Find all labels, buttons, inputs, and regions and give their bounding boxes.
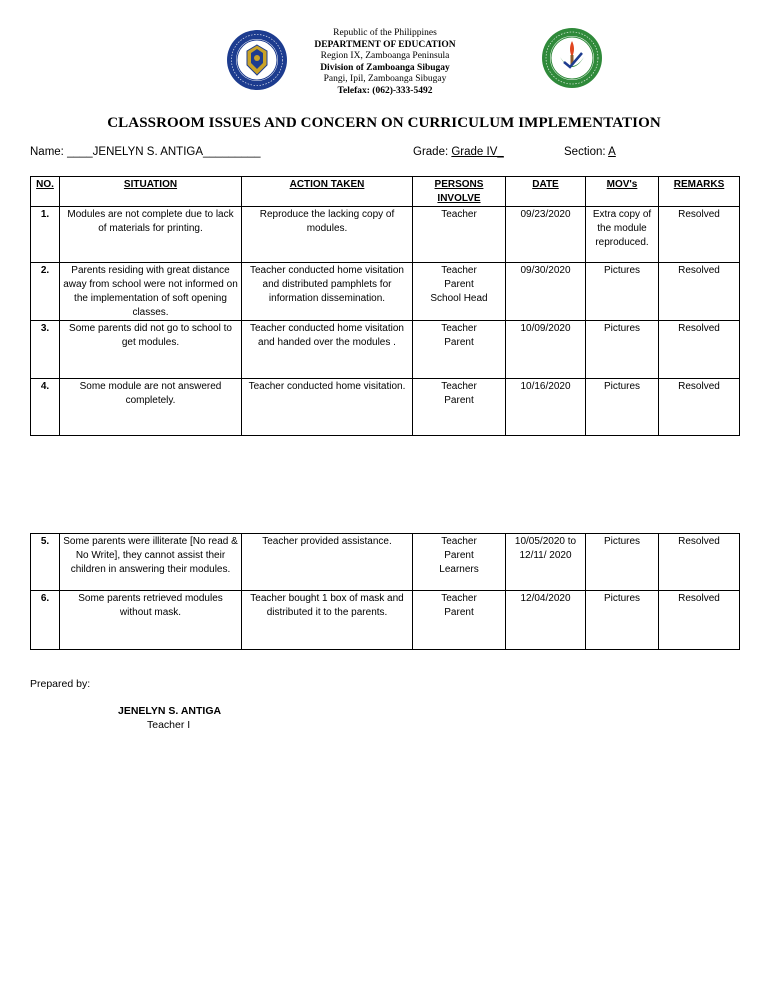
row-no: 5. xyxy=(31,534,60,591)
row-persons xyxy=(413,321,506,379)
person: Parent xyxy=(444,395,474,406)
header-persons-involve: PERSONS INVOLVE xyxy=(413,177,506,207)
row-action: Reproduce the lacking copy of modules. xyxy=(242,207,413,263)
row-mov: Pictures xyxy=(586,263,659,321)
header-no: NO. xyxy=(31,177,60,207)
row-no: 3. xyxy=(31,321,60,379)
section-field xyxy=(564,146,616,158)
person: Parent xyxy=(444,550,474,561)
section-value: A xyxy=(608,146,616,158)
header-movs: MOV's xyxy=(586,177,659,207)
row-situation: Some module are not answered completely. xyxy=(60,379,242,436)
row-action: Teacher conducted home visitation and distributed pamphlets for information dissemination. xyxy=(242,263,413,321)
row-remarks: Resolved xyxy=(659,263,740,321)
signer-name: JENELYN S. ANTIGA xyxy=(118,705,222,717)
grade-value: Grade IV_ xyxy=(451,146,504,158)
person: Parent xyxy=(444,607,474,618)
row-situation: Some parents were illiterate [No read & No Write], they cannot assist their children in answering their modules. xyxy=(60,534,242,591)
row-date: 09/23/2020 xyxy=(506,207,586,263)
row-mov: Pictures xyxy=(586,379,659,436)
row-no: 6. xyxy=(31,591,60,650)
person: Teacher xyxy=(441,265,477,276)
letterhead-address: Pangi, Ipil, Zamboanga Sibugay xyxy=(323,74,447,85)
grade-field xyxy=(413,146,504,158)
row-date: 10/09/2020 xyxy=(506,321,586,379)
issues-table xyxy=(30,176,740,436)
row-date: 10/05/2020 to 12/11/ 2020 xyxy=(506,534,586,591)
issues-table-continued xyxy=(30,533,740,650)
person: Learners xyxy=(439,564,479,575)
table-row xyxy=(31,207,740,263)
row-persons xyxy=(413,534,506,591)
letterhead-telefax: Telefax: (062)-333-5492 xyxy=(337,85,433,96)
person: Teacher xyxy=(441,381,477,392)
row-action: Teacher bought 1 box of mask and distributed it to the parents. xyxy=(242,591,413,650)
header-situation: SITUATION xyxy=(60,177,242,207)
header-action-taken: ACTION TAKEN xyxy=(242,177,413,207)
row-remarks: Resolved xyxy=(659,321,740,379)
person: Teacher xyxy=(441,536,477,547)
table-row xyxy=(31,379,740,436)
row-persons xyxy=(413,207,506,263)
person: Parent xyxy=(444,279,474,290)
row-mov: Pictures xyxy=(586,534,659,591)
signer-position: Teacher I xyxy=(147,719,191,731)
row-situation: Some parents retrieved modules without mask. xyxy=(60,591,242,650)
deped-seal-icon xyxy=(226,29,288,91)
person: School Head xyxy=(430,293,488,304)
header-remarks: REMARKS xyxy=(659,177,740,207)
row-remarks: Resolved xyxy=(659,379,740,436)
row-remarks: Resolved xyxy=(659,207,740,263)
name-value: ____JENELYN S. ANTIGA_________ xyxy=(67,146,261,158)
letterhead-division: Division of Zamboanga Sibugay xyxy=(320,62,450,73)
row-persons xyxy=(413,379,506,436)
table-row xyxy=(31,534,740,591)
table-row xyxy=(31,321,740,379)
row-remarks: Resolved xyxy=(659,534,740,591)
name-field xyxy=(30,146,261,158)
table-row xyxy=(31,591,740,650)
table-header-row xyxy=(31,177,740,207)
header-date: DATE xyxy=(506,177,586,207)
letterhead-department: DEPARTMENT OF EDUCATION xyxy=(314,39,456,50)
grade-label: Grade: xyxy=(413,146,452,158)
row-mov: Pictures xyxy=(586,591,659,650)
letterhead xyxy=(290,28,480,98)
row-no: 4. xyxy=(31,379,60,436)
row-no: 2. xyxy=(31,263,60,321)
prepared-by-label: Prepared by: xyxy=(30,678,91,690)
person: Teacher xyxy=(441,593,477,604)
row-action: Teacher provided assistance. xyxy=(242,534,413,591)
row-persons xyxy=(413,263,506,321)
document-title: CLASSROOM ISSUES AND CONCERN ON CURRICULUM IMPLEMENTATION xyxy=(107,115,661,131)
row-date: 10/16/2020 xyxy=(506,379,586,436)
row-situation: Modules are not complete due to lack of materials for printing. xyxy=(60,207,242,263)
letterhead-region: Region IX, Zamboanga Peninsula xyxy=(320,51,450,62)
table-row xyxy=(31,263,740,321)
person: Teacher xyxy=(441,323,477,334)
name-label: Name: xyxy=(30,146,68,158)
row-situation: Parents residing with great distance away from school were not informed on the implementation of soft opening classes. xyxy=(60,263,242,321)
row-remarks: Resolved xyxy=(659,591,740,650)
row-situation: Some parents did not go to school to get modules. xyxy=(60,321,242,379)
row-date: 12/04/2020 xyxy=(506,591,586,650)
division-seal-icon xyxy=(540,27,604,89)
row-mov: Pictures xyxy=(586,321,659,379)
row-persons xyxy=(413,591,506,650)
row-date: 09/30/2020 xyxy=(506,263,586,321)
row-action: Teacher conducted home visitation. xyxy=(242,379,413,436)
row-action: Teacher conducted home visitation and handed over the modules . xyxy=(242,321,413,379)
row-mov: Extra copy of the module reproduced. xyxy=(586,207,659,263)
letterhead-republic: Republic of the Philippines xyxy=(333,28,437,38)
section-label: Section: xyxy=(564,146,609,158)
person: Parent xyxy=(444,337,474,348)
person: Teacher xyxy=(441,209,477,220)
row-no: 1. xyxy=(31,207,60,263)
